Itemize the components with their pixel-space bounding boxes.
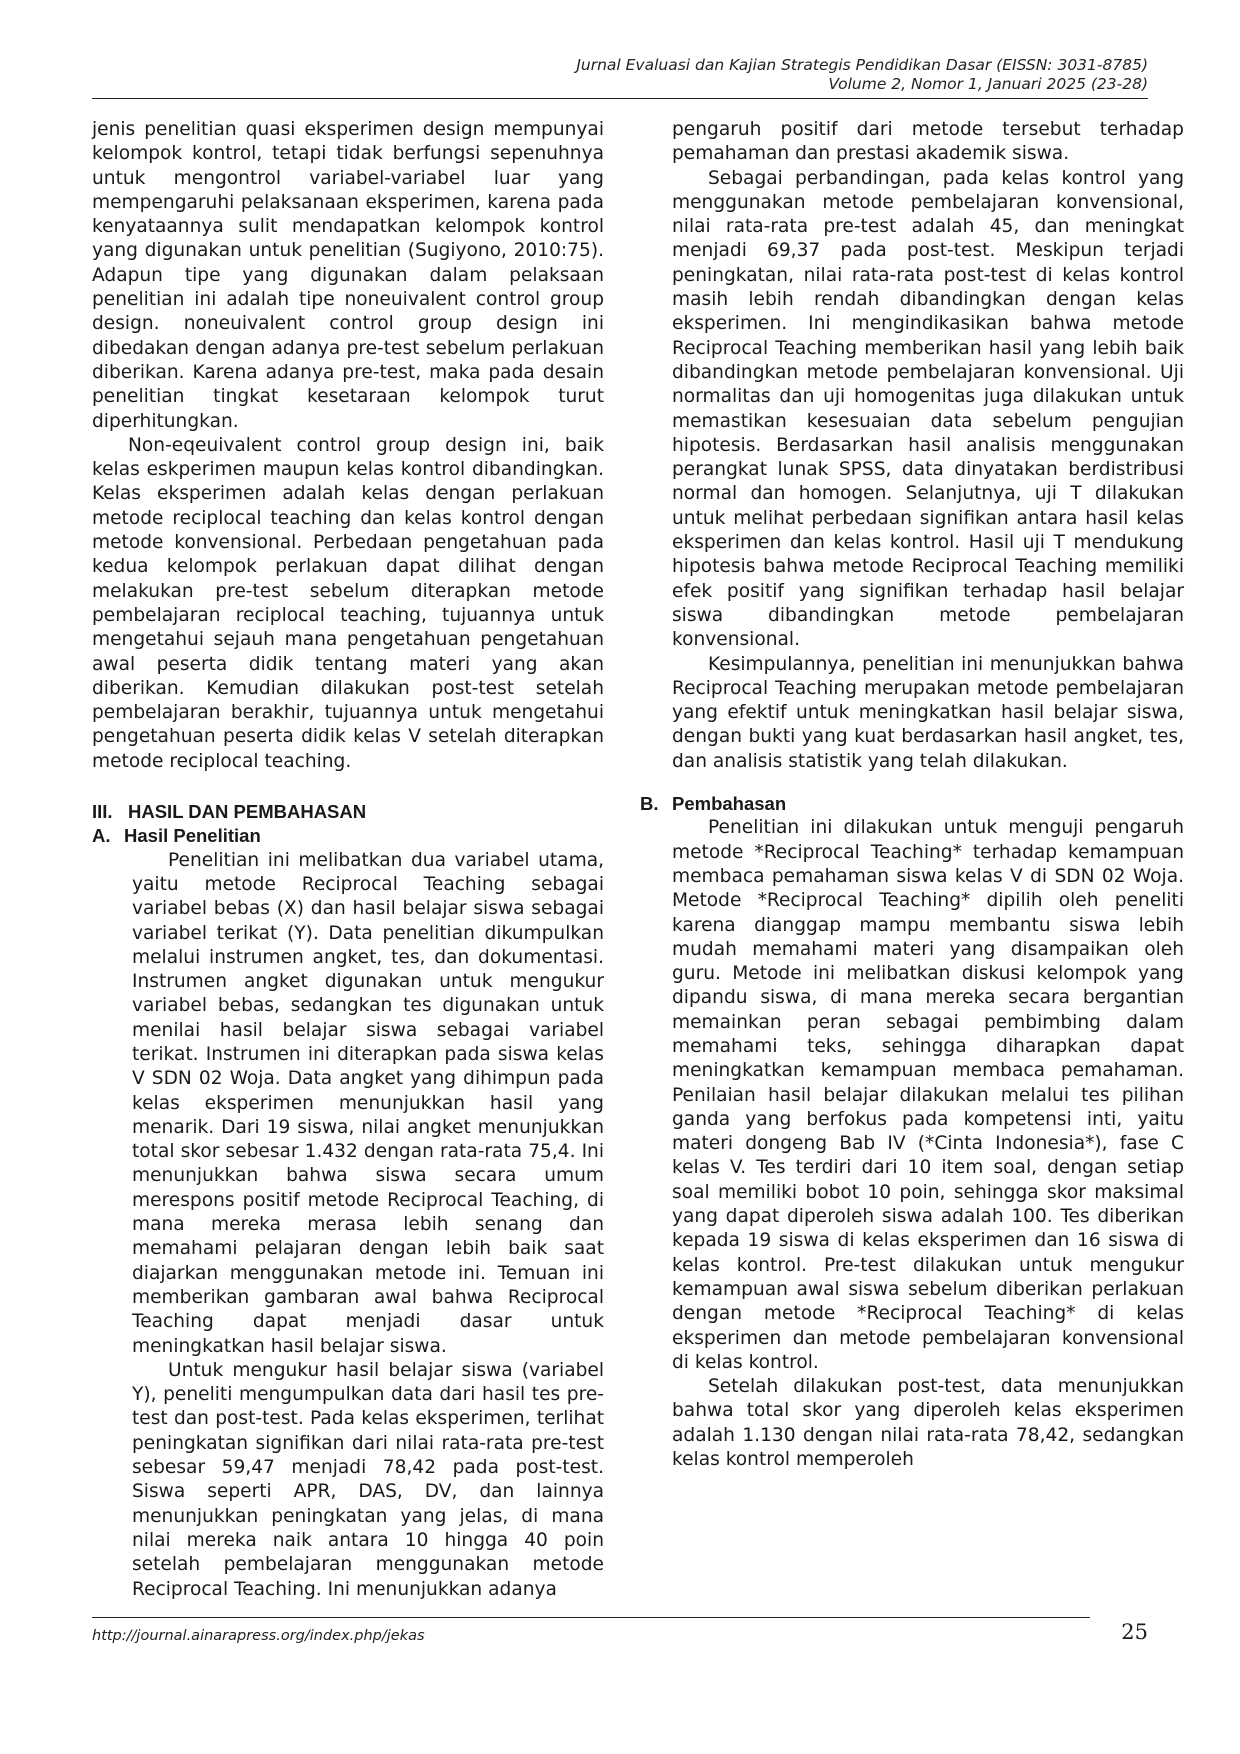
paragraph: Penelitian ini dilakukan untuk menguji pengaruh metode *Reciprocal Teaching* terhadap kemampuan membaca pemahaman siswa kelas V di SDN 02 Woja. Metode *Reciprocal Teaching* dipilih oleh peneliti karena dianggap mampu membantu siswa lebih mudah memahami materi yang disampaikan oleh guru. Metode ini melibatkan diskusi kelompok yang dipandu siswa, di mana mereka secara bergantian memainkan peran sebagai pembimbing dalam memahami teks, sehingga diharapkan dapat meningkatkan kemampuan membaca pemahaman. Penilaian hasil belajar dilakukan melalui tes pilihan ganda yang berfokus pada kompetensi inti, yaitu materi dongeng Bab IV (*Cinta Indonesia*), fase C kelas V. Tes terdiri dari 10 item soal, dengan setiap soal memiliki bobot 10 poin, sehingga skor maksimal yang dapat diperoleh siswa adalah 100. Tes diberikan kepada 19 siswa di kelas eksperimen dan 16 siswa di kelas kontrol. Pre-test dilakukan untuk mengukur kemampuan awal siswa sebelum diberikan perlakuan dengan metode *Reciprocal Teaching* di kelas eksperimen dan metode pembelajaran konvensional di kelas kontrol.	[672, 817, 1184, 1373]
footer-divider	[92, 1617, 1090, 1618]
journal-url[interactable]: http://journal.ainarapress.org/index.php/jekas	[92, 1628, 425, 1644]
subsection-body	[92, 849, 604, 1602]
header-divider	[92, 98, 1148, 99]
subsection-number: B.	[640, 793, 659, 815]
paragraph: pengaruh positif dari metode tersebut terhadap pemahaman dan prestasi akademik siswa.	[672, 119, 1184, 165]
section-title: HASIL DAN PEMBAHASAN	[128, 801, 367, 823]
subsection-number: A.	[92, 825, 111, 847]
paragraph: Kesimpulannya, penelitian ini menunjukkan bahwa Reciprocal Teaching merupakan metode pembelajaran yang efektif untuk meningkatkan hasil belajar siswa, dengan bukti yang kuat berdasarkan hasil angket, tes, dan analisis statistik yang telah dilakukan.	[672, 653, 1184, 772]
page-number: 25	[1121, 1620, 1148, 1644]
journal-volume: Volume 2, Nomor 1, Januari 2025 (23-28)	[828, 75, 1148, 93]
paragraph: jenis penelitian quasi eksperimen design mempunyai kelompok kontrol, tetapi tidak berfungsi sepenuhnya untuk mengontrol variabel-variabel luar yang mempengaruhi pelaksanaan eksperimen, karena pada kenyataannya sulit mendapatkan kelompok kontrol yang digunakan untuk penelitian (Sugiyono, 2010:75). Adapun tipe yang digunakan dalam pelaksaan penelitian ini adalah tipe noneuivalent control group design. noneuivalent control group design ini dibedakan dengan adanya pre-test sebelum perlakuan diberikan. Karena adanya pre-test, maka pada desain penelitian tingkat kesetaraan kelompok turut diperhitungkan.	[92, 119, 604, 432]
journal-header	[576, 56, 1148, 94]
subsection-title: Hasil Penelitian	[124, 825, 261, 847]
paragraph: Sebagai perbandingan, pada kelas kontrol yang menggunakan metode pembelajaran konvensional, nilai rata-rata pre-test adalah 45, dan meningkat menjadi 69,37 pada post-test. Meskipun terjadi peningkatan, nilai rata-rata post-test di kelas kontrol masih lebih rendah dibandingkan dengan kelas eksperimen. Ini mengindikasikan bahwa metode Reciprocal Teaching memberikan hasil yang lebih baik dibandingkan metode pembelajaran konvensional. Uji normalitas dan uji homogenitas juga dilakukan untuk memastikan kesesuaian data sebelum pengujian hipotesis. Berdasarkan hasil analisis menggunakan perangkat lunak SPSS, data dinyatakan berdistribusi normal dan homogen. Selanjutnya, uji T dilakukan untuk melihat perbedaan signifikan antara hasil kelas eksperimen dan kelas kontrol. Hasil uji T mendukung hipotesis bahwa metode Reciprocal Teaching memiliki efek positif yang signifikan terhadap hasil belajar siswa dibandingkan metode pembelajaran konvensional.	[672, 167, 1184, 651]
subsection-title: Pembahasan	[672, 793, 787, 815]
right-column	[640, 118, 1184, 1472]
paragraph: Setelah dilakukan post-test, data menunjukkan bahwa total skor yang diperoleh kelas eksperimen adalah 1.130 dengan nilai rata-rata 78,42, sedangkan kelas kontrol memperoleh	[672, 1376, 1184, 1471]
left-column	[92, 118, 604, 1602]
paragraph: Penelitian ini melibatkan dua variabel utama, yaitu metode Reciprocal Teaching sebagai variabel bebas (X) dan hasil belajar siswa sebagai variabel terikat (Y). Data penelitian dikumpulkan melalui instrumen angket, tes, dan dokumentasi. Instrumen angket digunakan untuk mengukur variabel bebas, sedangkan tes digunakan untuk menilai hasil belajar siswa sebagai variabel terikat. Instrumen ini diterapkan pada siswa kelas V SDN 02 Woja. Data angket yang dihimpun pada kelas eksperimen menunjukkan hasil yang menarik. Dari 19 siswa, nilai angket menunjukkan total skor sebesar 1.432 dengan rata-rata 75,4. Ini menunjukkan bahwa siswa secara umum merespons positif metode Reciprocal Teaching, di mana mereka merasa lebih senang dan memahami pelajaran dengan lebih baik saat diajarkan menggunakan metode ini. Temuan ini memberikan gambaran awal bahwa Reciprocal Teaching dapat menjadi dasar untuk meningkatkan hasil belajar siswa.	[132, 849, 604, 1357]
section-number: III.	[92, 801, 113, 823]
subsection-heading	[640, 792, 1184, 816]
section-heading	[92, 800, 604, 824]
paragraph: Non-eqeuivalent control group design ini, baik kelas eskperimen maupun kelas kontrol dibandingkan. Kelas eksperimen adalah kelas dengan perlakuan metode reciplocal teaching dan kelas kontrol dengan metode konvensional. Perbedaan pengetahuan pada kedua kelompok perlakuan dapat dilihat dengan melakukan pre-test sebelum diterapkan metode pembelajaran reciplocal teaching, tujuannya untuk mengetahui sejauh mana pengetahuan pengetahuan awal peserta didik tentang materi yang akan diberikan. Kemudian dilakukan post-test setelah pembelajaran berakhir, tujuannya untuk mengetahui pengetahuan peserta didik kelas V setelah diterapkan metode reciplocal teaching.	[92, 434, 604, 772]
journal-title: Jurnal Evaluasi dan Kajian Strategis Pendidikan Dasar (EISSN: 3031-8785)	[576, 56, 1148, 74]
subsection-heading	[92, 824, 604, 848]
paragraph: Untuk mengukur hasil belajar siswa (variabel Y), peneliti mengumpulkan data dari hasil tes pre-test dan post-test. Pada kelas eksperimen, terlihat peningkatan signifikan dari nilai rata-rata pre-test sebesar 59,47 menjadi 78,42 pada post-test. Siswa seperti APR, DAS, DV, dan lainnya menunjukkan peningkatan yang jelas, di mana nilai mereka naik antara 10 hingga 40 poin setelah pembelajaran menggunakan metode Reciprocal Teaching. Ini menunjukkan adanya	[132, 1359, 604, 1600]
